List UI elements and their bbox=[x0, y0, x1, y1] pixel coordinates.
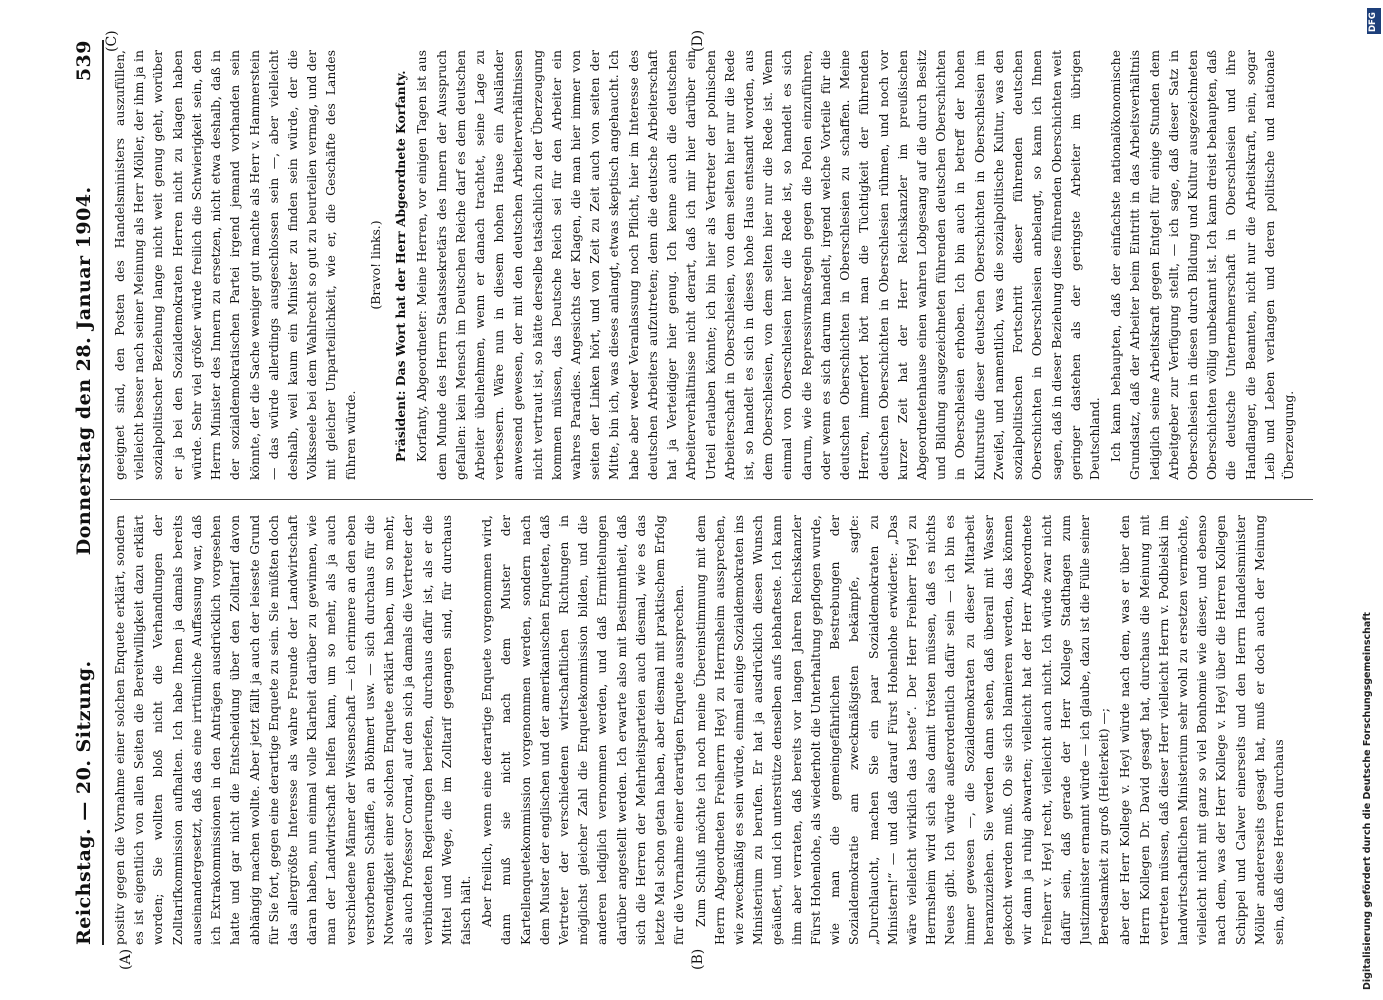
right-column bbox=[110, 50, 1313, 480]
header-center: Donnerstag den 28. Januar 1904. bbox=[73, 186, 95, 556]
dfg-logo bbox=[1367, 8, 1381, 34]
header-left: Reichstag. — 20. Sitzung. bbox=[73, 660, 95, 945]
president-line: Präsident: Das Wort hat der Herr Abgeordnete Korfanty. bbox=[393, 70, 409, 462]
left-paragraph-4: aber der Herr Kollege v. Heyl würde nach dem, was er über den Herrn Kollegen Dr. David gesagt hat, durchaus die Meinung mit vertreten müssen, daß dieser Herr vielleicht Herrn v. Podbielski im landwirtschaftlichen Ministerium sehr wohl zu ersetzen vermöchte, vielleicht nicht mit ganz so viel Bonhomie wie dieser, und ebenso nach dem, was der Herr Kollege v. Heyl über die Herren Kollegen Schippel und Calwer einerseits und den Herrn Handelsminister Möller andererseits gesagt hat, muß er doch auch der Meinung sein, daß diese Herren durchaus bbox=[1117, 515, 1287, 945]
right-paragraph-1: geeignet sind, den Posten des Handelsministers auszufüllen, vielleicht besser nach seiner Meinung als Herr Möller, der ihm ja in sozialpolitischer Beziehung lange nicht weit genug geht, worüber er ja bei den Sozialdemokraten Herren nicht zu klagen haben würde. Sehr viel größer würde freilich die Schwierigkeit sein, den Herrn Minister des Innern zu ersetzen, nicht etwa deshalb, daß in der sozialdemokratischen Partei irgend jemand vorhanden sein könnte, der die Sache weniger gut machte als Herr v. Hammerstein — das würde allerdings ausgeschlossen sein —, aber vielleicht deshalb, weil kaum ein Minister zu finden sein würde, der die Volksseele bei dem Wahlrecht so gut zu beurteilen vermag, und der mit gleicher Unparteilichkeit, wie er, die Geschäfte des Landes führen würde. bbox=[112, 50, 358, 480]
right-paragraph-5: Ich kann behaupten, daß der einfachste nationalökonomische Grundsatz, daß der Arbeiter beim Eintritt in das Arbeitsverhältnis lediglich seine Arbeitskraft gegen Entgelt für einige Stunden dem Arbeitgeber zur Verfügung stellt, — ich sage, daß dieser Satz in Oberschlesien in diesen durch Bildung und Kultur ausgezeichneten Oberschichten völlig unbekannt ist. Ich kann dreist behaupten, daß die deutsche Unternehmerschaft in Oberschlesien und ihre Handlanger, die Beamten, nicht nur die Arbeitskraft, nein, sogar Leib und Leben verlangen und deren politische und nationale Überzeugung. bbox=[1108, 50, 1297, 480]
left-paragraph-1: positiv gegen die Vornahme einer solchen Enquete erklärt, sondern es ist eigentlich von allen Seiten die Bereitwilligkeit dazu erklärt worden; Sie wollten bloß nicht die Verhandlungen der Zolltarifkommission aufhalten. Ich habe Ihnen ja damals bereits auseinandergesetzt, daß das eine irrtümliche Auffassung war, daß ich Extrakommissionen in den Anträgen ausdrücklich vorgesehen hatte und gar nicht die Entscheidung über den Zolltarif davon abhängig machen wollte. Aber jetzt fällt ja auch der leiseste Grund für Sie fort, gegen eine derartige Enquete zu sein. Sie müßten doch das allergrößte Interesse als wahre Freunde der Landwirtschaft daran haben, nun einmal volle Klarheit darüber zu gewinnen, wie man der Landwirtschaft helfen kann, um so mehr, als ja auch verschiedene Männer der Wissenschaft — ich erinnere an den eben verstorbenen Schäffle, an Böhmert usw. — sich durchaus für die Notwendigkeit einer solchen Enquete erklärt haben, um so mehr, als auch Professor Conrad, auf den sich ja damals die Vertreter der verbündeten Regierungen beriefen, durchaus dafür ist, als er die Mittel und Wege, die im Zolltarif gegangen sind, für durchaus falsch hält. bbox=[112, 515, 473, 945]
running-head bbox=[66, 40, 102, 945]
margin-mark-d: (D) bbox=[690, 29, 706, 52]
column-divider bbox=[110, 499, 1313, 500]
right-paragraph-speech: Korfanty, Abgeordneter: Meine Herren, vor einigen Tagen ist aus dem Munde des Herrn Staatssekretärs des Innern der Ausspruch gefallen: kein Mensch im Deutschen Reiche darf es dem deutschen Arbeiter übelnehmen, wenn er danach trachtet, seine Lage zu verbessern. Wäre nun in diesem hohen Hause ein Ausländer anwesend gewesen, der mit den deutschen Arbeiterverhältnissen nicht vertraut ist, so hätte derselbe tatsächlich zu der Überzeugung kommen müssen, das Deutsche Reich sei für den Arbeiter ein wahres Paradies. Angesichts der Klagen, die man hier immer von seiten der Linken hört, und von Zeit zu Zeit auch von seiten der Mitte, bin ich, was dieses anlangt, etwas skeptisch angehaucht. Ich habe aber weder Veranlassung noch Pflicht, hier im Interesse des deutschen Arbeiters aufzutreten; denn die deutsche Arbeiterschaft hat ja Verteidiger hier genug. Ich kenne auch die deutschen Arbeiterverhältnisse nicht derart, daß ich mir hier darüber ein Urteil erlauben könnte; ich bin hier als Vertreter der polnischen Arbeiterschaft in Oberschlesien, von dem selten hier nur die Rede ist, so handelt es sich in dieses hohe Haus entsandt worden, aus dem Oberschlesien, von dem selten hier nur die Rede ist. Wenn einmal von Oberschlesien hier die Rede ist, so handelt es sich darum, wie die Repressivmaßregeln gegen die Polen einzuführen, oder wenn es sich darum handelt, irgend welche Vorteile für die deutschen Oberschichten in Oberschlesien zu schaffen. Meine Herren, immerfort hört man die Tüchtigkeit der führenden deutschen Oberschichten in Oberschlesien rühmen, und noch vor kurzer Zeit hat der Herr Reichskanzler im preußischen Abgeordnetenhause einen wahren Lobgesang auf die durch Besitz und Bildung ausgezeichneten führenden deutschen Oberschichten in Oberschlesien erhoben. Ich bin auch in betreff der hohen Kulturstufe dieser deutschen Oberschichten in Oberschlesien im Zweifel, und namentlich, was die sozialpolitische Kultur, was den sozialpolitischen Fortschritt dieser führenden deutschen Oberschichten in Oberschlesien anbelangt, so kann ich Ihnen sagen, daß in dieser Beziehung diese führenden Oberschichten weit geringer dastehen als der geringste Arbeiter im übrigen Deutschland. bbox=[414, 50, 1102, 480]
margin-mark-c: (C) bbox=[104, 30, 120, 52]
credit-text: Digitalisierung gefördert durch die Deutsche Forschungsgemeinschaft bbox=[1362, 612, 1373, 990]
page-number: 539 bbox=[73, 40, 95, 82]
margin-mark-a: (A) bbox=[118, 948, 134, 970]
left-paragraph-3: Zum Schluß möchte ich noch meine Übereinstimmung mit dem Herrn Abgeordneten Freiherrn Heyl zu Herrnsheim aussprechen, wie zweckmäßig es sein würde, einmal einige Sozialdemokraten ins Ministerium zu berufen. Er hat ja ausdrücklich diesen Wunsch geäußert, und ich unterstütze denselben aufs lebhafteste. Ich kann ihm aber verraten, daß bereits vor langen Jahren Reichskanzler Fürst Hohenlohe, als wiederholt die Unterhaltung gepflogen wurde, wie man die gemeingefährlichen Bestrebungen der Sozialdemokratie am zweckmäßigsten bekämpfe, sagte: „Durchlaucht, machen Sie ein paar Sozialdemokraten zu Ministern!“ — und daß darauf Fürst Hohenlohe erwiderte: „Das wäre vielleicht wirklich das beste“. Der Herr Freiherr Heyl zu Herrnsheim wird sich also damit trösten müssen, daß es nichts Neues gibt. Ich würde außerordentlich dafür sein — ich bin es immer gewesen —, die Sozialdemokraten zu dieser Mitarbeit heranzuziehen. Sie werden dann sehen, daß überall mit Wasser gekocht werden muß. Ob sie sich blamieren werden, das können wir dann ja ruhig abwarten; vielleicht hat der Herr Abgeordnete Freiherr v. Heyl recht, vielleicht auch nicht. Ich würde zwar nicht dafür sein, daß gerade der Herr Kollege Stadthagen zum Justizminister ernannt würde — ich glaube, dazu ist die Fülle seiner Beredsamkeit zu groß (Heiterkeit) —; bbox=[692, 515, 1112, 945]
left-column bbox=[110, 515, 1313, 945]
applause-note: (Bravo! links.) bbox=[367, 220, 383, 310]
digitization-credit bbox=[1362, 10, 1378, 990]
header-rule bbox=[102, 40, 104, 945]
dfg-logo-text: DFG bbox=[1368, 12, 1378, 32]
left-paragraph-2: Aber freilich, wenn eine derartige Enquete vorgenommen wird, dann muß sie nicht nach dem Muster der Kartellenquetekommission vorgenommen werden, sondern nach dem Muster der englischen und der amerikanischen Enqueten, daß Vertreter der verschiedenen wirtschaftlichen Richtungen in möglichst gleicher Zahl die Enquetekommission bilden, und die anderen lediglich vernommen werden, und daß Ermittelungen darüber angestellt werden. Ich erwarte also mit Bestimmtheit, daß sich die Herren der Mehrheitsparteien auch diesmal, wie es das letzte Mal schon getan haben, aber diesmal mit praktischem Erfolg für die Vornahme einer derartigen Enquete aussprechen. bbox=[479, 515, 687, 945]
margin-mark-b: (B) bbox=[690, 948, 706, 970]
